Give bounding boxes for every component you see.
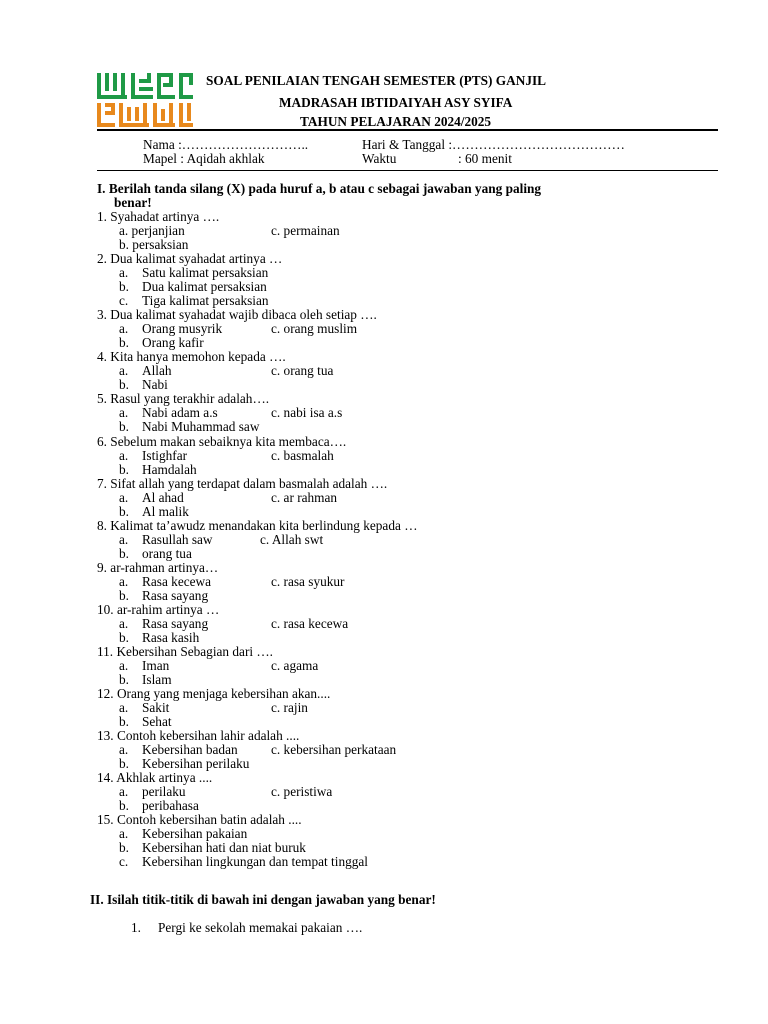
- q2-option-b: Dua kalimat persaksian: [142, 279, 267, 294]
- q10-option-a-letter: a.: [119, 616, 129, 631]
- q9-option-b: Rasa sayang: [142, 588, 209, 603]
- q2-option-b-letter: b.: [119, 279, 129, 294]
- q13-option-b: Kebersihan perilaku: [142, 756, 250, 771]
- q5-option-c: c. nabi isa a.s: [271, 405, 343, 420]
- q15-option-c-letter: c.: [119, 854, 129, 869]
- q14-option-a-letter: a.: [119, 784, 129, 799]
- q2-option-a-letter: a.: [119, 265, 129, 280]
- q13-option-c: c. kebersihan perkataan: [271, 742, 397, 757]
- question-14: 14. Akhlak artinya ....: [97, 770, 213, 785]
- date-field: Hari & Tanggal :…………………………………: [362, 137, 625, 152]
- q12-option-b: Sehat: [142, 714, 172, 729]
- q6-option-a-letter: a.: [119, 448, 129, 463]
- q10-option-b: Rasa kasih: [142, 630, 200, 645]
- q4-option-a: Allah: [142, 363, 172, 378]
- header-title-exam: SOAL PENILAIAN TENGAH SEMESTER (PTS) GANJIL: [206, 73, 547, 88]
- q4-option-a-letter: a.: [119, 363, 129, 378]
- q5-option-b-letter: b.: [119, 419, 129, 434]
- time-value: : 60 menit: [458, 151, 512, 166]
- q9-option-a: Rasa kecewa: [142, 574, 212, 589]
- question-13: 13. Contoh kebersihan lahir adalah ....: [97, 728, 300, 743]
- q4-option-b-letter: b.: [119, 377, 129, 392]
- q5-option-a: Nabi adam a.s: [142, 405, 218, 420]
- q8-option-c: c. Allah swt: [260, 532, 324, 547]
- q1-option-c: c. permainan: [271, 223, 340, 238]
- q9-option-a-letter: a.: [119, 574, 129, 589]
- section2-item-1: Pergi ke sekolah memakai pakaian ….: [158, 920, 363, 935]
- q9-option-c: c. rasa syukur: [271, 574, 345, 589]
- q15-option-a-letter: a.: [119, 826, 129, 841]
- q6-option-a: Istighfar: [142, 448, 188, 463]
- q14-option-c: c. peristiwa: [271, 784, 333, 799]
- q10-option-a: Rasa sayang: [142, 616, 209, 631]
- q8-option-a: Rasullah saw: [142, 532, 213, 547]
- q2-option-a: Satu kalimat persaksian: [142, 265, 269, 280]
- q1-option-b: b. persaksian: [119, 237, 189, 252]
- subject-field: Mapel : Aqidah akhlak: [143, 151, 265, 166]
- question-3: 3. Dua kalimat syahadat wajib dibaca oleh setiap ….: [97, 307, 377, 322]
- question-12: 12. Orang yang menjaga kebersihan akan....: [97, 686, 331, 701]
- madrasah-logo: [97, 71, 195, 129]
- q12-option-b-letter: b.: [119, 714, 129, 729]
- q9-option-b-letter: b.: [119, 588, 129, 603]
- q1-option-a: a. perjanjian: [119, 223, 185, 238]
- q6-option-b-letter: b.: [119, 462, 129, 477]
- q12-option-a-letter: a.: [119, 700, 129, 715]
- q8-option-b: orang tua: [142, 546, 192, 561]
- header-divider: [97, 129, 718, 131]
- q4-option-c: c. orang tua: [271, 363, 334, 378]
- q15-option-c: Kebersihan lingkungan dan tempat tinggal: [142, 854, 368, 869]
- q3-option-b-letter: b.: [119, 335, 129, 350]
- q6-option-b: Hamdalah: [142, 462, 197, 477]
- question-7: 7. Sifat allah yang terdapat dalam basmalah adalah ….: [97, 476, 388, 491]
- q15-option-b-letter: b.: [119, 840, 129, 855]
- q8-option-b-letter: b.: [119, 546, 129, 561]
- q6-option-c: c. basmalah: [271, 448, 334, 463]
- q11-option-c: c. agama: [271, 658, 319, 673]
- q5-option-a-letter: a.: [119, 405, 129, 420]
- q12-option-c: c. rajin: [271, 700, 308, 715]
- question-2: 2. Dua kalimat syahadat artinya …: [97, 251, 283, 266]
- question-1: 1. Syahadat artinya ….: [97, 209, 220, 224]
- q14-option-b-letter: b.: [119, 798, 129, 813]
- q3-option-a: Orang musyrik: [142, 321, 223, 336]
- question-11: 11. Kebersihan Sebagian dari ….: [97, 644, 274, 659]
- q3-option-c: c. orang muslim: [271, 321, 358, 336]
- section1-heading: I. Berilah tanda silang (X) pada huruf a, b atau c sebagai jawaban yang paling: [97, 181, 542, 196]
- info-divider: [97, 170, 718, 171]
- q7-option-a: Al ahad: [142, 490, 184, 505]
- question-6: 6. Sebelum makan sebaiknya kita membaca….: [97, 434, 347, 449]
- q11-option-b: Islam: [142, 672, 172, 687]
- q7-option-b-letter: b.: [119, 504, 129, 519]
- q14-option-b: peribahasa: [142, 798, 199, 813]
- q10-option-b-letter: b.: [119, 630, 129, 645]
- question-15: 15. Contoh kebersihan batin adalah ....: [97, 812, 302, 827]
- header-title-school: MADRASAH IBTIDAIYAH ASY SYIFA: [279, 95, 513, 110]
- question-4: 4. Kita hanya memohon kepada ….: [97, 349, 286, 364]
- q15-option-a: Kebersihan pakaian: [142, 826, 248, 841]
- q11-option-b-letter: b.: [119, 672, 129, 687]
- section1-heading-cont: benar!: [114, 195, 152, 210]
- q7-option-c: c. ar rahman: [271, 490, 338, 505]
- q11-option-a: Iman: [142, 658, 170, 673]
- q7-option-b: Al malik: [142, 504, 189, 519]
- time-label: Waktu: [362, 151, 397, 166]
- name-field: Nama :………………………..: [143, 137, 309, 152]
- q13-option-b-letter: b.: [119, 756, 129, 771]
- q2-option-c-letter: c.: [119, 293, 129, 308]
- question-10: 10. ar-rahim artinya …: [97, 602, 220, 617]
- q3-option-b: Orang kafir: [142, 335, 204, 350]
- section2-heading: II. Isilah titik-titik di bawah ini dengan jawaban yang benar!: [90, 892, 436, 907]
- q11-option-a-letter: a.: [119, 658, 129, 673]
- question-8: 8. Kalimat ta’awudz menandakan kita berlindung kepada …: [97, 518, 418, 533]
- question-9: 9. ar-rahman artinya…: [97, 560, 219, 575]
- header-title-year: TAHUN PELAJARAN 2024/2025: [300, 114, 492, 129]
- q2-option-c: Tiga kalimat persaksian: [142, 293, 269, 308]
- q14-option-a: perilaku: [142, 784, 186, 799]
- question-5: 5. Rasul yang terakhir adalah….: [97, 391, 270, 406]
- q15-option-b: Kebersihan hati dan niat buruk: [142, 840, 306, 855]
- q5-option-b: Nabi Muhammad saw: [142, 419, 260, 434]
- q12-option-a: Sakit: [142, 700, 170, 715]
- q8-option-a-letter: a.: [119, 532, 129, 547]
- q13-option-a-letter: a.: [119, 742, 129, 757]
- q13-option-a: Kebersihan badan: [142, 742, 238, 757]
- q3-option-a-letter: a.: [119, 321, 129, 336]
- q10-option-c: c. rasa kecewa: [271, 616, 349, 631]
- q7-option-a-letter: a.: [119, 490, 129, 505]
- q4-option-b: Nabi: [142, 377, 168, 392]
- section2-item-1-number: 1.: [131, 920, 141, 935]
